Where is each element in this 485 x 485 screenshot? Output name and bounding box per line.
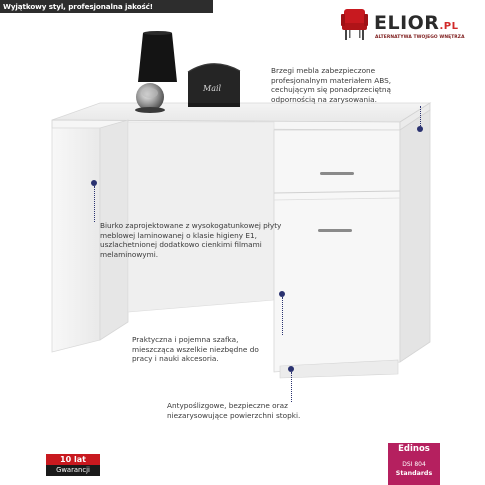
desk-top [52, 103, 430, 122]
logo-name: ELIOR [374, 12, 440, 34]
edinos-standards: Standards [395, 470, 433, 477]
door-handle [318, 229, 352, 232]
marker-dot-edges [417, 126, 423, 132]
logo-tld: .PL [439, 21, 459, 32]
annotation-edge-protection: Brzegi mebla zabezpieczone profesjonalnym materiałem ABS, cechującym się ponadprzeciętną odpornością na zarysowania. [271, 66, 392, 104]
edinos-title: Edinos [398, 444, 430, 454]
cabinet-front [274, 130, 400, 372]
warranty-badge [46, 454, 100, 476]
slogan-bar: Wyjątkowy styl, profesjonalna jakość! [0, 0, 213, 13]
mail-organizer-label: Mail [203, 84, 222, 93]
marker-dot-feet [288, 366, 294, 372]
leader-line-board [94, 186, 95, 222]
logo-tagline: ALTERNATYWA TWOJEGO WNĘTRZA [375, 35, 465, 40]
annotation-feet: Antypoślizgowe, bezpieczne oraz niezarysowujące powierzchni stopki. [167, 401, 301, 420]
leader-line-edges [420, 106, 421, 128]
marker-dot-cabinet [279, 291, 285, 297]
warranty-label: Gwarancji [46, 465, 100, 476]
edinos-code: DSI 804 [402, 461, 426, 468]
annotation-cabinet: Praktyczna i pojemna szafka, mieszcząca wszelkie niezbędne do pracy i nauki akcesoria. [132, 335, 259, 364]
drawer-handle [320, 172, 354, 175]
marker-dot-board [91, 180, 97, 186]
left-leg [52, 128, 100, 352]
annotation-board-quality: Biurko zaprojektowane z wysokogatunkowej płyty meblowej laminowanej o klasie higieny E1, uszlachetnionej dodatkowo cienkimi filmami melaminowymi. [100, 221, 282, 259]
edinos-badge [388, 443, 440, 485]
lamp [135, 31, 177, 113]
warranty-years: 10 lat [46, 454, 100, 465]
leader-line-feet [291, 372, 292, 402]
leader-line-cabinet [282, 297, 283, 335]
